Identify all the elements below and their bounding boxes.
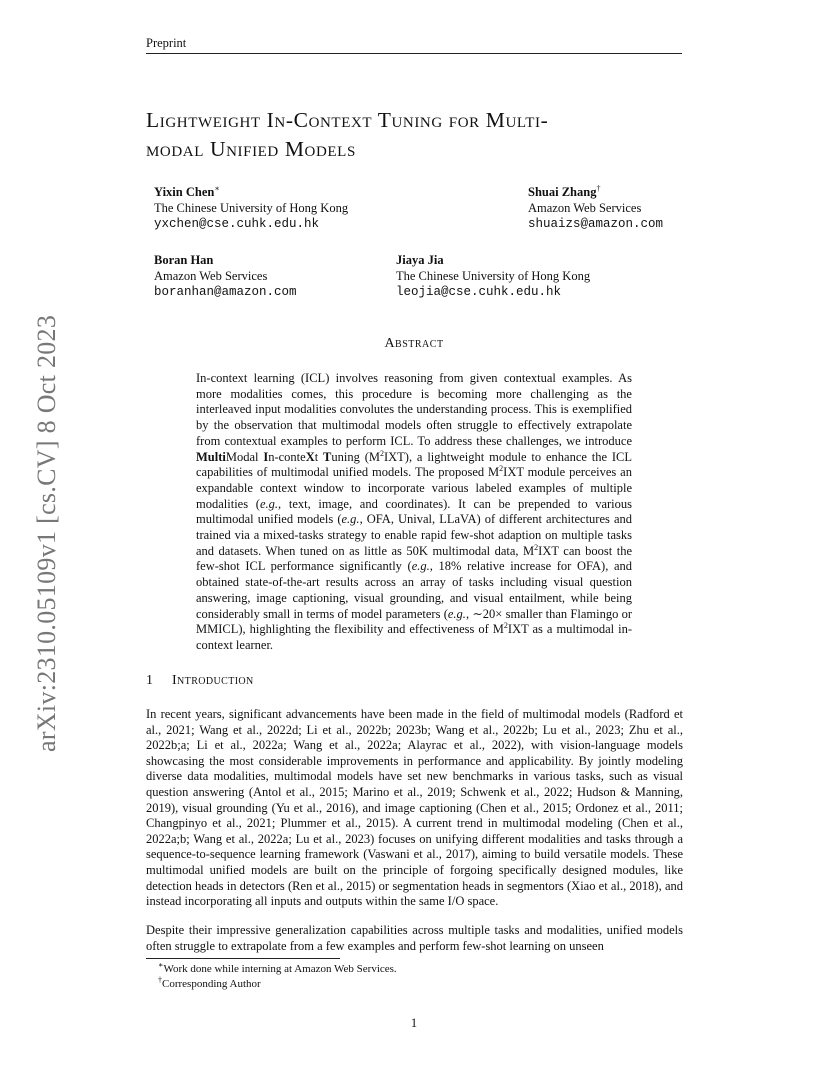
- section-number: 1: [146, 673, 154, 688]
- author-email: boranhan@amazon.com: [154, 285, 297, 299]
- author-name: Yixin Chen: [154, 185, 215, 199]
- author-block-2: [528, 184, 663, 232]
- author-name: Shuai Zhang: [528, 185, 597, 199]
- author-affiliation: The Chinese University of Hong Kong: [396, 269, 591, 283]
- footnote-rule: [146, 958, 340, 959]
- author-name: Boran Han: [154, 253, 214, 267]
- author-block-4: [396, 252, 590, 300]
- abstract-text: In-context learning (ICL) involves reasoning from given contextual examples. As more modalities comes, this procedure is becoming more challenging as the interleaved input modalities convolutes the understanding process. This is exemplified by the observation that multimodal models often struggle to effectively extrapolate from contextual examples to perform ICL. To address these challenges, we introduce MultiModal In-conteXt Tuning $(M^2IXT)$, a lightweight module to enhance the ICL capabilities of multimodal unified models. The proposed $M^2IXT$ module perceives an expandable context window to incorporate various labeled examples of multiple modalities (e.g., text, image, and coordinates). It can be prepended to various multimodal unified models (e.g., OFA, Unival, LLaVA) of different architectures and trained via a mixed-tasks strategy to enable rapid few-shot adaption on multiple tasks and datasets. When tuned on as little as 50K multimodal data, $M^2IXT$ can boost the few-shot ICL performance significantly (e.g., 18% relative increase for OFA), and obtained state-of-the-art results across an array of tasks including visual question answering, image captioning, visual grounding, and visual entailment, while being considerably small in terms of model parameters (e.g., ∼20× smaller than Flamingo or MMICL), highlighting the flexibility and effectiveness of $M^2IXT$ as a multimodal in-context learner.: [196, 371, 633, 652]
- body-paragraph-1: In recent years, significant advancements have been made in the field of multimodal models (Radford et al., 2021; Wang et al., 2022d; Li et al., 2022b; 2023b; Wang et al., 2022b; Lu et al., 2023; Zhu et al., 2022b;a; Li et al., 2022a; Wang et al., 2022a; Alayrac et al., 2022), with vision-language models showcasing the most considerable improvements in performance and applicability. By jointly modeling diverse data modalities, multimodal models have set new benchmarks in various tasks, such as visual question answering (Antol et al., 2015; Marino et al., 2019; Schwenk et al., 2022; Hudson & Manning, 2019), visual grounding (Yu et al., 2016), and image captioning (Chen et al., 2015; Ordonez et al., 2011; Changpinyo et al., 2021; Plummer et al., 2015). A current trend in multimodal modeling (Chen et al., 2022a;b; Wang et al., 2022a; Lu et al., 2023) focuses on unifying different modalities and tasks through a sequence-to-sequence learning framework (Vaswani et al., 2017), aiming to build versatile models. These multimodal unified models are built on the principle of forgoing specifically designed modules, like detection heads in detectors (Ren et al., 2015) or segmentation heads in segmentors (Xiao et al., 2018), and instead incorporating all inputs and outputs within the same I/O space.: [146, 707, 683, 909]
- author-block-1: [154, 184, 348, 232]
- author-mark: †: [596, 183, 601, 193]
- arxiv-stamp: [32, 292, 62, 752]
- author-email: yxchen@cse.cuhk.edu.hk: [154, 217, 320, 231]
- author-affiliation: Amazon Web Services: [154, 269, 268, 283]
- body-paragraph-2: Despite their impressive generalization capabilities across multiple tasks and modalities, unified models often struggle to extrapolate from a few examples and perform few-shot learning on unseen: [146, 923, 683, 953]
- abstract-heading: Abstract: [384, 336, 444, 351]
- author-name: Jiaya Jia: [396, 253, 444, 267]
- header-rule: [146, 53, 682, 54]
- author-email: leojia@cse.cuhk.edu.hk: [396, 285, 562, 299]
- author-block-3: [154, 252, 297, 300]
- running-header: Preprint: [146, 36, 187, 50]
- section-title: Introduction: [172, 673, 254, 688]
- author-affiliation: Amazon Web Services: [528, 201, 642, 215]
- arxiv-stamp-text: arXiv:2310.05109v1 [cs.CV] 8 Oct 2023: [32, 314, 61, 752]
- title-line-1: Lightweight In-Context Tuning for Multi-: [146, 108, 549, 132]
- footnote-1: ∗Work done while interning at Amazon Web Services.: [158, 960, 397, 975]
- author-email: shuaizs@amazon.com: [528, 217, 664, 231]
- footnote-2: †Corresponding Author: [158, 975, 261, 990]
- author-mark: ∗: [214, 183, 220, 193]
- paper-title: [146, 106, 686, 164]
- section-heading: [146, 673, 254, 689]
- author-affiliation: The Chinese University of Hong Kong: [154, 201, 349, 215]
- title-line-2: modal Unified Models: [146, 137, 356, 161]
- page-number: 1: [410, 1016, 418, 1030]
